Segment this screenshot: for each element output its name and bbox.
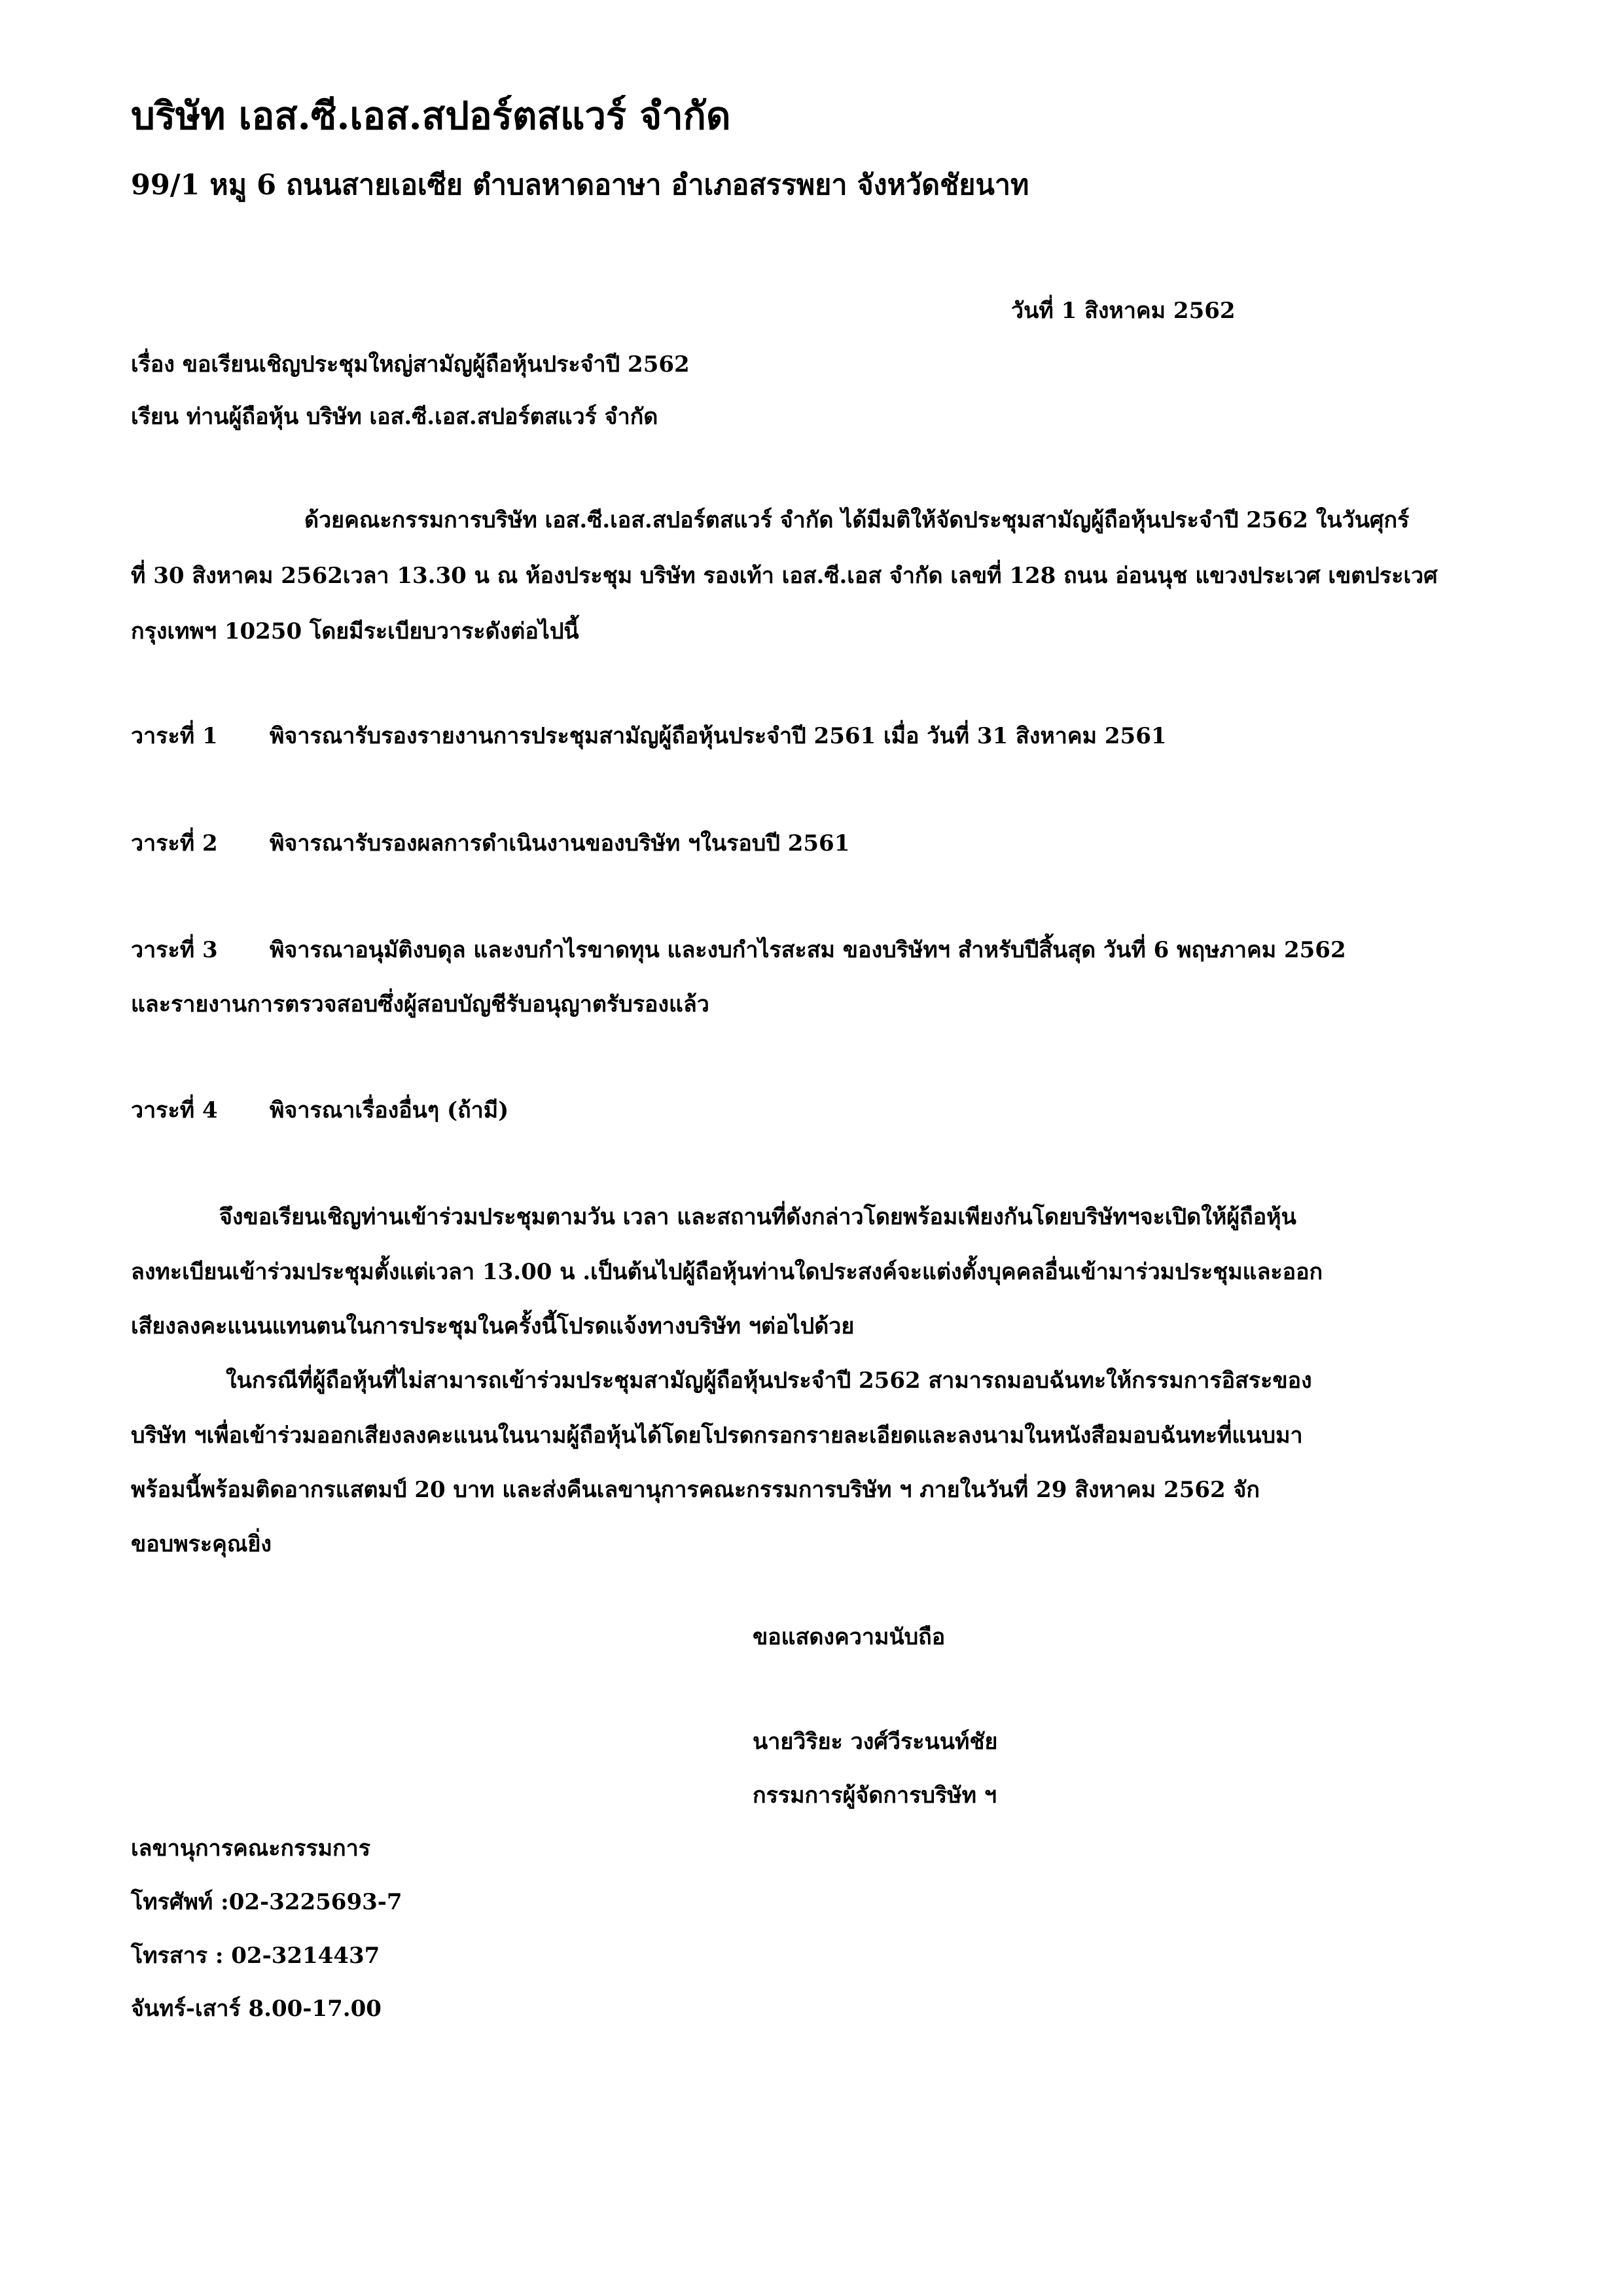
signer-title: กรรมการผู้จัดการบริษัท ฯ (753, 1782, 997, 1809)
agenda-item-1 (131, 725, 1167, 747)
intro-line: ที่ 30 สิงหาคม 2562เวลา 13.30 น ณ ห้องประชุม บริษัท รองเท้า เอส.ซี.เอส จำกัด เลขที่ 128 ถนน อ่อนนุช แขวงประเวศ เขตประเวศ (131, 563, 1438, 589)
intro-line-text: ด้วยคณะกรรมการบริษัท เอส.ซี.เอส.สปอร์ตสแวร์ จำกัด ได้มีมติให้จัดประชุมสามัญผู้ถือหุ้นประจำปี 2562 ในวันศุกร์ (304, 507, 1410, 533)
agenda-text: พิจารณาเรื่องอื่นๆ (ถ้ามี) (270, 1097, 509, 1123)
agenda-item-4 (131, 1099, 508, 1122)
proxy-line: ขอบพระคุณยิ่ง (131, 1531, 272, 1557)
footer-fax: โทรสาร : 02-3214437 (131, 1943, 380, 1969)
agenda-item-3-continuation: และรายงานการตรวจสอบซึ่งผู้สอบบัญชีรับอนุญาตรับรองแล้ว (131, 991, 709, 1017)
letter-date: วันที่ 1 สิงหาคม 2562 (1011, 298, 1236, 324)
agenda-label: วาระที่ 2 (131, 830, 218, 857)
invitation-line: จึงขอเรียนเชิญท่านเข้าร่วมประชุมตามวัน เวลา และสถานที่ดังกล่าวโดยพร้อมเพียงกันโดยบริษัทฯจะเปิดให้ผู้ถือหุ้น (219, 1204, 1296, 1230)
agenda-text: พิจารณารับรองรายงานการประชุมสามัญผู้ถือหุ้นประจำปี 2561 เมื่อ วันที่ 31 สิงหาคม 2561 (270, 723, 1167, 749)
invitation-line: ลงทะเบียนเข้าร่วมประชุมตั้งแต่เวลา 13.00 น .เป็นต้นไปผู้ถือหุ้นท่านใดประสงค์จะแต่งตั้งบุคคลอื่นเข้ามาร่วมประชุมและออก (131, 1259, 1323, 1285)
footer-department: เลขานุการคณะกรรมการ (131, 1835, 370, 1862)
agenda-text: พิจารณารับรองผลการดำเนินงานของบริษัท ฯในรอบปี 2561 (270, 830, 850, 857)
agenda-label: วาระที่ 1 (131, 723, 218, 749)
intro-line: กรุงเทพฯ 10250 โดยมีระเบียบวาระดังต่อไปนี้ (131, 618, 579, 645)
proxy-line: พร้อมนี้พร้อมติดอากรแสตมป์ 20 บาท และส่งคืนเลขานุการคณะกรรมการบริษัท ฯ ภายในวันที่ 29 สิงหาคม 2562 จัก (131, 1477, 1260, 1503)
company-name: บริษัท เอส.ซี.เอส.สปอร์ตสแวร์ จำกัด (131, 94, 731, 138)
intro-line (131, 509, 1409, 531)
agenda-item-2 (131, 832, 849, 855)
agenda-item-3 (131, 939, 1346, 961)
letter-recipient: เรียน ท่านผู้ถือหุ้น บริษัท เอส.ซี.เอส.สปอร์ตสแวร์ จำกัด (131, 404, 658, 430)
closing-regards: ขอแสดงความนับถือ (753, 1624, 946, 1650)
proxy-line: ในกรณีที่ผู้ถือหุ้นที่ไม่สามารถเข้าร่วมประชุมสามัญผู้ถือหุ้นประจำปี 2562 สามารถมอบฉันทะให้กรรมการอิสระของ (226, 1368, 1312, 1394)
agenda-text: พิจารณาอนุมัติงบดุล และงบกำไรขาดทุน และงบกำไรสะสม ของบริษัทฯ สำหรับปีสิ้นสุด วันที่ 6 พฤษภาคม 2562 (270, 937, 1346, 963)
letter-subject: เรื่อง ขอเรียนเชิญประชุมใหญ่สามัญผู้ถือหุ้นประจำปี 2562 (131, 351, 690, 378)
signer-name: นายวิริยะ วงศ์วีระนนท์ชัย (753, 1729, 998, 1755)
footer-hours: จันทร์-เสาร์ 8.00-17.00 (131, 1996, 382, 2022)
company-address: 99/1 หมู 6 ถนนสายเอเซีย ตำบลหาดอาษา อำเภอสรรพยา จังหวัดชัยนาท (131, 169, 1029, 202)
invitation-line: เสียงลงคะแนนแทนตนในการประชุมในครั้งนี้โปรดแจ้งทางบริษัท ฯต่อไปด้วย (131, 1313, 855, 1339)
footer-phone: โทรศัพท์ :02-3225693-7 (131, 1889, 402, 1915)
agenda-label: วาระที่ 4 (131, 1097, 218, 1123)
proxy-line: บริษัท ฯเพื่อเข้าร่วมออกเสียงลงคะแนนในนามผู้ถือหุ้นได้โดยโปรดกรอกรายละเอียดและลงนามในหนังสือมอบฉันทะที่แนบมา (131, 1422, 1303, 1449)
agenda-label: วาระที่ 3 (131, 937, 218, 963)
